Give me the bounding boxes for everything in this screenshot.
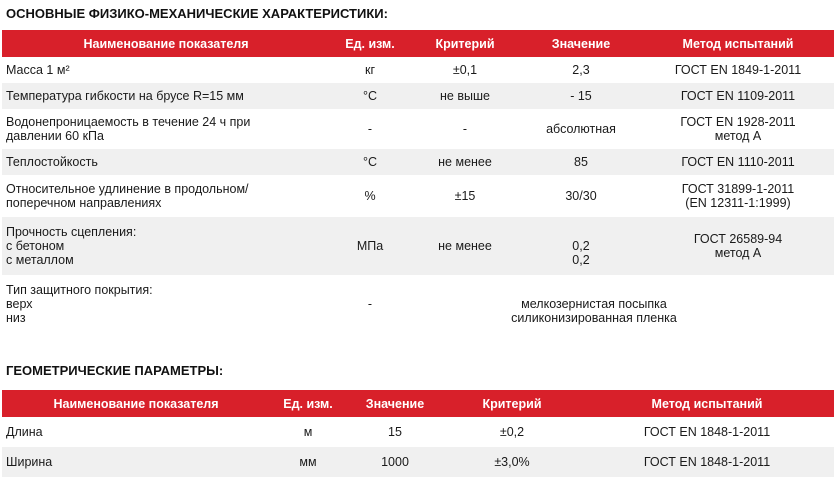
row-value: 15 [346, 417, 444, 447]
row-name: Ширина [2, 447, 270, 477]
section-title-geometric: ГЕОМЕТРИЧЕСКИЕ ПАРАМЕТРЫ: [6, 363, 224, 378]
table-row [2, 417, 834, 447]
header-unit: Ед. изм. [330, 30, 410, 57]
row-name: Температура гибкости на брусе R=15 мм [2, 83, 330, 109]
section-title-physical: ОСНОВНЫЕ ФИЗИКО-МЕХАНИЧЕСКИЕ ХАРАКТЕРИСТИКИ: [6, 6, 388, 21]
row-method: ГОСТ EN 1928-2011 метод А [642, 109, 834, 149]
row-value: - 15 [520, 83, 642, 109]
row-unit: % [330, 175, 410, 217]
row-criterion: ±0,2 [444, 417, 580, 447]
row-method: ГОСТ EN 1110-2011 [642, 149, 834, 175]
table-row [2, 57, 834, 83]
row-name: Длина [2, 417, 270, 447]
row-name: Масса 1 м² [2, 57, 330, 83]
row-criterion: не менее [410, 149, 520, 175]
row-name: Теплостойкость [2, 149, 330, 175]
row-criterion: не выше [410, 83, 520, 109]
row-unit: - [330, 109, 410, 149]
row-unit: МПа [330, 217, 410, 275]
header-name: Наименование показателя [2, 390, 270, 417]
table-row [2, 447, 834, 477]
row-unit: мм [270, 447, 346, 477]
row-unit: °С [330, 83, 410, 109]
row-criterion: ±15 [410, 175, 520, 217]
table-row [2, 275, 834, 333]
table-row [2, 217, 834, 275]
header-method: Метод испытаний [642, 30, 834, 57]
table-row [2, 149, 834, 175]
row-coating-value: мелкозернистая посыпка силиконизированная пленка [410, 275, 834, 333]
table-header-row [2, 390, 834, 417]
row-name: Относительное удлинение в продольном/ поперечном направлениях [2, 175, 330, 217]
header-value: Значение [346, 390, 444, 417]
row-method: ГОСТ EN 1848-1-2011 [580, 447, 834, 477]
header-value: Значение [520, 30, 642, 57]
row-value: 2,3 [520, 57, 642, 83]
row-unit: кг [330, 57, 410, 83]
row-criterion: ±0,1 [410, 57, 520, 83]
row-name: Тип защитного покрытия: верх низ [2, 275, 330, 333]
row-unit: - [330, 275, 410, 333]
table-row [2, 83, 834, 109]
table-row [2, 109, 834, 149]
row-name: Водонепроницаемость в течение 24 ч при давлении 60 кПа [2, 109, 330, 149]
header-criterion: Критерий [410, 30, 520, 57]
header-unit: Ед. изм. [270, 390, 346, 417]
header-name: Наименование показателя [2, 30, 330, 57]
row-method: ГОСТ 31899-1-2011 (EN 12311-1:1999) [642, 175, 834, 217]
header-criterion: Критерий [444, 390, 580, 417]
row-method: ГОСТ 26589-94 метод А [642, 217, 834, 275]
row-name: Прочность сцепления: с бетоном с металлом [2, 217, 330, 275]
row-criterion: не менее [410, 217, 520, 275]
row-criterion: ±3,0% [444, 447, 580, 477]
row-value: 85 [520, 149, 642, 175]
row-method: ГОСТ EN 1109-2011 [642, 83, 834, 109]
table-header-row [2, 30, 834, 57]
row-value: 30/30 [520, 175, 642, 217]
row-value: абсолютная [520, 109, 642, 149]
row-method: ГОСТ EN 1848-1-2011 [580, 417, 834, 447]
row-value: 0,2 0,2 [520, 217, 642, 275]
geometric-parameters-table [2, 390, 834, 477]
row-unit: °С [330, 149, 410, 175]
row-unit: м [270, 417, 346, 447]
physical-properties-table [2, 30, 834, 333]
header-method: Метод испытаний [580, 390, 834, 417]
row-method: ГОСТ EN 1849-1-2011 [642, 57, 834, 83]
row-value: 1000 [346, 447, 444, 477]
row-criterion: - [410, 109, 520, 149]
table-row [2, 175, 834, 217]
